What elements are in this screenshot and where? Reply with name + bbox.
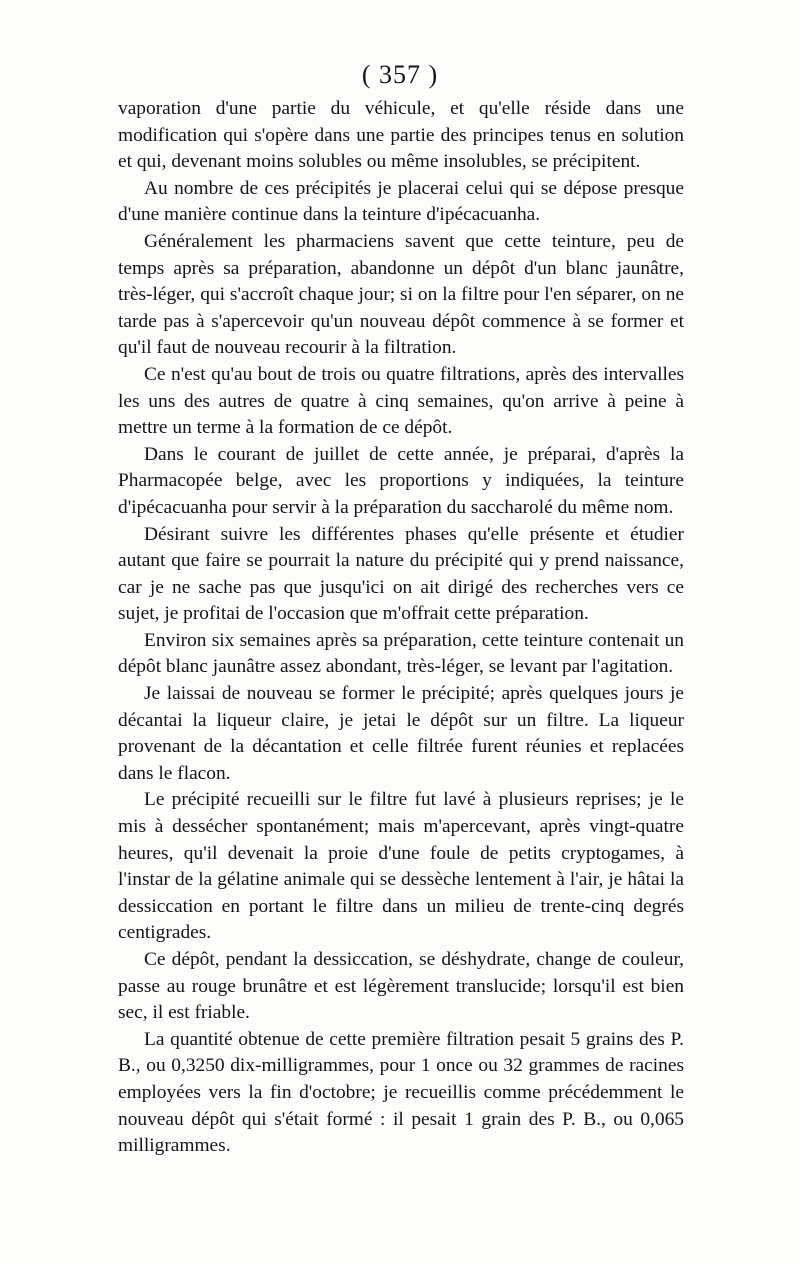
paragraph: Généralement les pharmaciens savent que cette teinture, peu de temps après sa préparation, abandonne un dépôt d'un blanc jaunâtre, très-léger, qui s'accroît chaque jour; si on la filtre pour l'en séparer, on ne tarde pas à s'apercevoir qu'un nouveau dépôt commence à se former et qu'il faut de nouveau recourir à la filtration. (118, 230, 684, 359)
paragraph: Ce n'est qu'au bout de trois ou quatre filtrations, après des intervalles les uns des autres de quatre à cinq semaines, qu'on arrive à peine à mettre un terme à la formation de ce dépôt. (118, 363, 684, 439)
paragraph: Désirant suivre les différentes phases qu'elle présente et étudier autant que faire se pourrait la nature du précipité qui y prend naissance, car je ne sache pas que jusqu'ici on ait dirigé des recherches vers ce sujet, je profitai de l'occasion que m'offrait cette préparation. (118, 523, 684, 625)
paragraph: Je laissai de nouveau se former le précipité; après quelques jours je décantai la liqueur claire, je jetai le dépôt sur un filtre. La liqueur provenant de la décantation et celle filtrée furent réunies et replacées dans le flacon. (118, 683, 684, 784)
paragraph: vaporation d'une partie du véhicule, et qu'elle réside dans une modification qui s'opère dans une partie des principes tenus en solution et qui, devenant moins solubles ou même insolubles, se précipitent. (118, 98, 684, 173)
paragraph: Le précipité recueilli sur le filtre fut lavé à plusieurs reprises; je le mis à dessécher spontanément; mais m'apercevant, après vingt-quatre heures, qu'il devenait la proie d'une foule de petits cryptogames, à l'instar de la gélatine animale qui se dessèche lentement à l'air, je hâtai la dessiccation en portant le filtre dans un milieu de trente-cinq degrés centigrades. (118, 789, 684, 944)
paragraph: Dans le courant de juillet de cette année, je préparai, d'après la Pharmacopée belge, avec les proportions y indiquées, la teinture d'ipécacuanha pour servir à la préparation du saccharolé du même nom. (118, 443, 684, 518)
paragraph: Au nombre de ces précipités je placerai celui qui se dépose presque d'une manière continue dans la teinture d'ipécacuanha. (118, 177, 684, 226)
paragraph: Ce dépôt, pendant la dessiccation, se déshydrate, change de couleur, passe au rouge brunâtre et est légèrement translucide; lorsqu'il est bien sec, il est friable. (118, 949, 684, 1024)
page-number: ( 357 ) (361, 60, 439, 89)
paragraph: La quantité obtenue de cette première filtration pesait 5 grains des P. B., ou 0,3250 dix-milligrammes, pour 1 once ou 32 grammes de racines employées vers la fin d'octobre; je recueillis comme précédemment le nouveau dépôt qui s'était formé : il pesait 1 grain des P. B., ou 0,065 milligrammes. (118, 1028, 684, 1157)
paragraph: Environ six semaines après sa préparation, cette teinture contenait un dépôt blanc jaunâtre assez abondant, très-léger, se levant par l'agitation. (118, 629, 684, 678)
body-text (118, 96, 684, 1160)
